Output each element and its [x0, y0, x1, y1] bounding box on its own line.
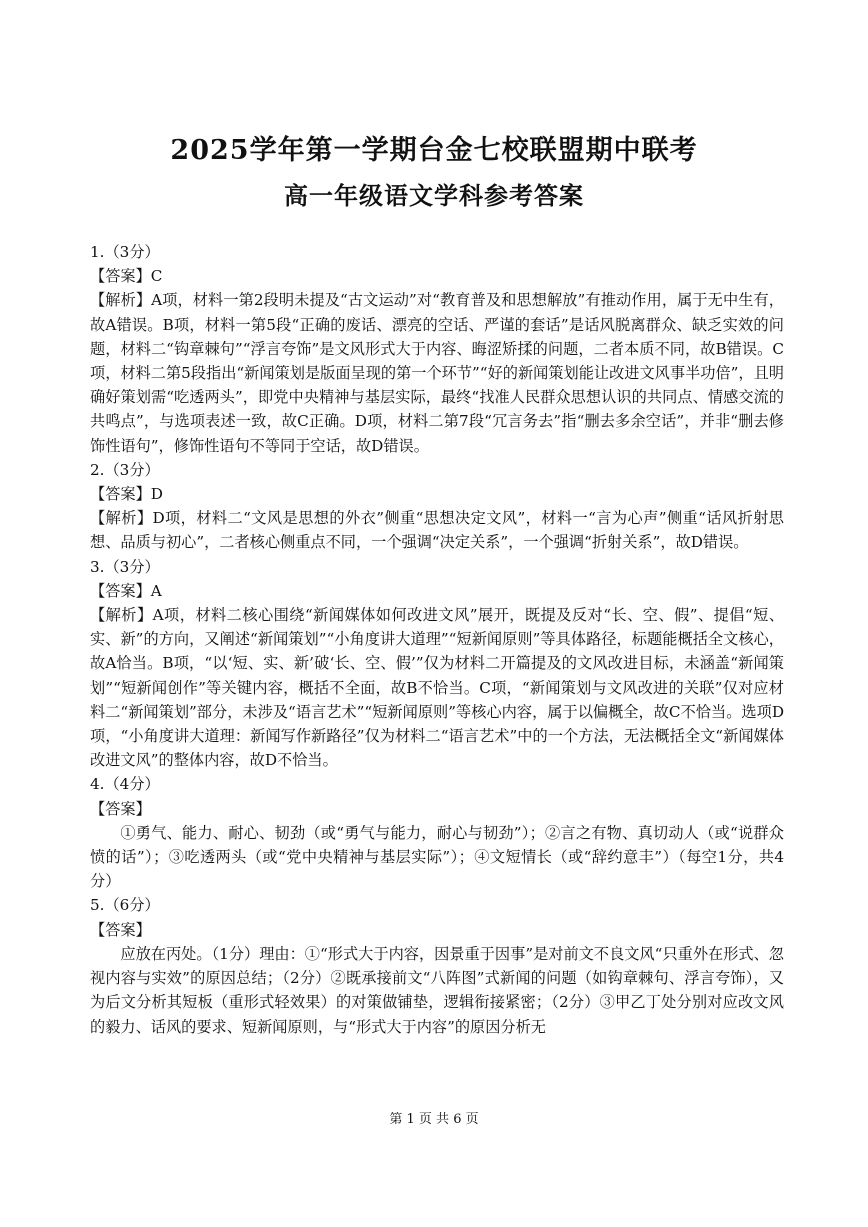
answer-text: ①勇气、能力、耐心、韧劲（或“勇气与能力，耐心与韧劲”）；②言之有物、真切动人（或“说群众愤的话”）；③吃透两头（或“党中央精神与基层实际”）；④文短情长（或“辞约意丰”）（每空1分，共4分）: [90, 823, 784, 891]
document-title: 2025学年第一学期台金七校联盟期中联考: [170, 135, 698, 166]
answer-label: 【答案】D: [90, 485, 163, 504]
question-number: 3.（3分）: [90, 557, 160, 576]
answer-content: [90, 240, 784, 1039]
question-4: [90, 772, 784, 893]
question-1: [90, 240, 784, 458]
page-number: 第 1 页 共 6 页: [389, 1112, 479, 1127]
answer-label: 【答案】A: [90, 581, 162, 600]
question-number: 4.（4分）: [90, 775, 160, 794]
document-subtitle: 高一年级语文学科参考答案: [284, 181, 584, 210]
question-number: 2.（3分）: [90, 460, 160, 479]
analysis-text: 【解析】A项，材料一第2段明未提及“古文运动”对“教育普及和思想解放”有推动作用，属于无中生有，故A错误。B项，材料一第5段“正确的废话、漂亮的空话、严谨的套话”是话风脱离群众、缺乏实效的问题，材料二“钩章棘句”“浮言夸饰”是文风形式大于内容、晦涩矫揉的问题，二者本质不同，故B错误。C项，材料二第5段指出“新闻策划是版面呈现的第一个环节”“好的新闻策划能让改进文风事半功倍”，且明确好策划需“吃透两头”，即党中央精神与基层实际，最终“找准人民群众思想认识的共同点、情感交流的共鸣点”，与选项表述一致，故C正确。D项，材料二第7段“冗言务去”指“删去多余空话”，并非“删去修饰性语句”，修饰性语句不等同于空话，故D错误。: [90, 291, 784, 455]
question-5: [90, 893, 784, 1038]
analysis-text: 【解析】A项，材料二核心围绕“新闻媒体如何改进文风”展开，既提及反对“长、空、假”、提倡“短、实、新”的方向，又阐述“新闻策划”“小角度讲大道理”“短新闻原则”等具体路径，标题能概括全文核心，故A恰当。B项，“以‘短、实、新’破‘长、空、假’”仅为材料二开篇提及的文风改进目标，未涵盖“新闻策划”“短新闻创作”等关键内容，概括不全面，故B不恰当。C项，“新闻策划与文风改进的关联”仅对应材料二“新闻策划”部分，未涉及“语言艺术”“短新闻原则”等核心内容，属于以偏概全，故C不恰当。选项D项，“小角度讲大道理：新闻写作新路径”仅为材料二“语言艺术”中的一个方法，无法概括全文“新闻媒体改进文风”的整体内容，故D不恰当。: [90, 606, 784, 770]
question-3: [90, 555, 784, 773]
question-2: [90, 458, 784, 555]
question-number: 5.（6分）: [90, 896, 160, 915]
analysis-text: 【解析】D项，材料二“文风是思想的外衣”侧重“思想决定文风”，材料一“言为心声”侧重“话风折射思想、品质与初心”，二者核心侧重点不同，一个强调“决定关系”，一个强调“折射关系”，故D错误。: [90, 509, 784, 552]
answer-label: 【答案】C: [90, 267, 163, 286]
answer-label: 【答案】: [90, 799, 151, 818]
answer-label: 【答案】: [90, 920, 151, 939]
question-number: 1.（3分）: [90, 243, 160, 261]
answer-text: 应放在丙处。（1分）理由：①“形式大于内容，因景重于因事”是对前文不良文风“只重外在形式、忽视内容与实效”的原因总结；（2分）②既承接前文“八阵图”式新闻的问题（如钩章棘句、浮言夸饰），又为后文分析其短板（重形式轻效果）的对策做铺垫，逻辑衔接紧密；（2分）③甲乙丁处分别对应改文风的毅力、话风的要求、短新闻原则，与“形式大于内容”的原因分析无: [90, 944, 784, 1036]
